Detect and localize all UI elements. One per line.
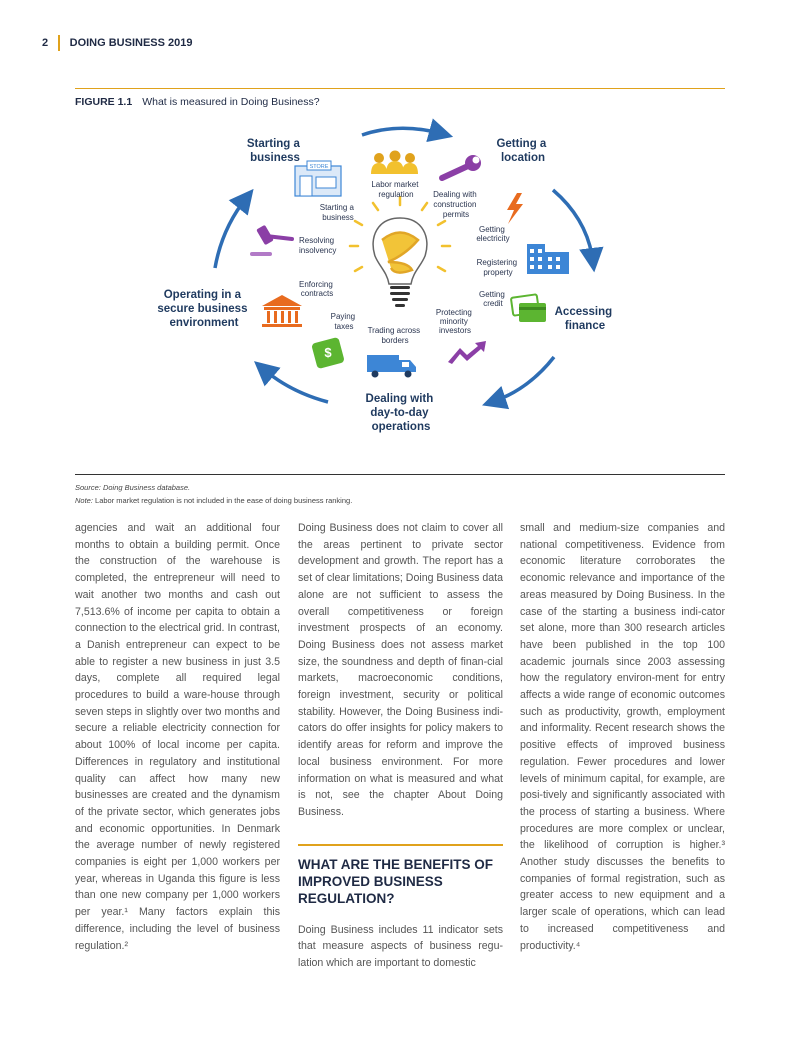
body-column-2 bbox=[298, 520, 503, 972]
stage-accessing-finance: Accessing finance bbox=[554, 306, 613, 332]
running-title: DOING BUSINESS 2019 bbox=[69, 37, 193, 49]
doing-business-cycle-diagram bbox=[0, 110, 800, 470]
running-header bbox=[42, 34, 193, 52]
cycle-arrow bbox=[492, 357, 554, 402]
figure-caption: What is measured in Doing Business? bbox=[142, 96, 320, 108]
cycle-arrow bbox=[553, 190, 593, 262]
cycle-arrow bbox=[262, 368, 328, 402]
store-icon bbox=[295, 161, 341, 196]
wrench-icon bbox=[442, 155, 481, 178]
indicator-resolving-insolvency: Resolving insolvency bbox=[299, 236, 337, 255]
store-sign-text: STORE bbox=[309, 164, 329, 170]
indicator-protecting-investors: Protecting minority investors bbox=[435, 308, 472, 335]
stage-secure-environment: Operating in a secure business environment bbox=[157, 289, 248, 329]
indicator-paying-taxes: Paying taxes bbox=[330, 312, 356, 331]
figure-note: Note: Labor market regulation is not included in the ease of doing business ranking. bbox=[75, 496, 353, 505]
page-number: 2 bbox=[42, 37, 49, 49]
indicator-registering-property: Registering property bbox=[476, 258, 518, 277]
section-rule bbox=[298, 844, 503, 846]
stage-starting-business: Starting a business bbox=[246, 138, 300, 164]
people-group-icon bbox=[371, 151, 418, 175]
indicator-starting-business: Starting a business bbox=[319, 203, 355, 222]
paragraph: Doing Business does not claim to cover all the areas pertinent to private sector development and growth. The report has a set of clear limitations; Doing Business data alone are not sufficient to assess the overall competitiveness or foreign investment prospects of an economy. Doing Business does not assess market size, the soundness and depth of finan-cial markets, macroeconomic conditions, foreign investment, security or political stability. However, the Doing Business indi-cators do offer insights for policy makers to identify areas for reform and improve the local business environment. For more information on what is measured and what is not, see the chapter About Doing Business. bbox=[298, 522, 503, 818]
indicator-getting-credit: Getting credit bbox=[478, 290, 505, 308]
trend-up-arrow-icon bbox=[448, 341, 486, 364]
courthouse-icon bbox=[262, 295, 302, 327]
body-column-1 bbox=[75, 520, 280, 954]
indicator-getting-electricity: Getting electricity bbox=[476, 225, 510, 243]
stage-getting-location: Getting a location bbox=[496, 138, 547, 164]
lightning-bolt-icon bbox=[507, 193, 523, 224]
header-divider bbox=[58, 35, 60, 51]
indicator-construction-permits: Dealing with construction permits bbox=[433, 190, 477, 219]
figure-top-rule bbox=[75, 88, 725, 89]
gavel-icon bbox=[250, 225, 292, 256]
section-heading: WHAT ARE THE BENEFITS OF IMPROVED BUSINESS REGULATION? bbox=[298, 856, 493, 906]
building-icon bbox=[527, 244, 569, 274]
paragraph: small and medium-size companies and national competitiveness. Evidence from economic literature corroborates the economic relevance and importance of the areas measured by Doing Business. In the case of the starting a business indi-cator set alone, more than 300 research articles have been published in the top 100 academic journals since 2003 assessing how the regulatory environ-ment for entry affects a wide range of economic outcomes such as productivity, growth, employment and informality. Recent research shows the positive effects of improved business regulation. Fewer procedures and lower levels of minimum capital, for example, are posi-tively and significantly associated with the process of starting a business. Where procedures are more complex or unclear, the likelihood of corruption is higher.³ Another study discusses the benefits to companies of formal registration, such as greater access to new equipment and a larger scale of operations, which can lead to increased competitiveness and productivity.⁴ bbox=[520, 522, 725, 952]
figure-title bbox=[75, 96, 320, 108]
light-bulb-icon bbox=[350, 197, 450, 307]
paragraph: agencies and wait an additional four months to obtain a building permit. Once the construction of the warehouse is completed, the entrepreneur will need to wait another two months and cash out 7,513.6% of income per capita to obtain a connection to the electrical grid. In contrast, a Danish entrepreneur can expect to be able to register a new business in just 3.5 days, complete all required legal procedures to build a ware-house through seven steps in slightly over two months and secure a reliable electricity connection for about 100% of local income per capita. Differences in regulatory and institutional quality can affect how many new businesses are created and the dynamism of the private sector, which generates jobs and economic opportunities. In Denmark the average number of newly registered companies is eight per 1,000 workers per year, whereas in Uganda this figure is less than one new company per 1,000 workers per year.¹ Many factors explain this difference, including the level of business regulation.² bbox=[75, 522, 280, 952]
credit-card-icon bbox=[511, 294, 546, 322]
figure-bottom-rule bbox=[75, 474, 725, 475]
figure-number: FIGURE 1.1 bbox=[75, 96, 133, 108]
indicator-enforcing-contracts: Enforcing contracts bbox=[298, 280, 334, 298]
figure-source: Source: Doing Business database. bbox=[75, 483, 191, 492]
truck-icon bbox=[367, 355, 416, 378]
cycle-arrow bbox=[215, 197, 247, 268]
tax-money-icon bbox=[311, 337, 345, 369]
paragraph: Doing Business includes 11 indicator sets that measure aspects of business regu-lation which are important to domestic bbox=[298, 923, 503, 970]
indicator-trading-borders: Trading across borders bbox=[367, 326, 421, 345]
indicator-labor-market: Labor market regulation bbox=[371, 180, 419, 199]
svg-text:$: $ bbox=[324, 345, 332, 360]
body-column-3 bbox=[520, 520, 725, 954]
stage-day-to-day-operations: Dealing with day-to-day operations bbox=[365, 393, 434, 433]
cycle-arrow bbox=[362, 128, 443, 135]
